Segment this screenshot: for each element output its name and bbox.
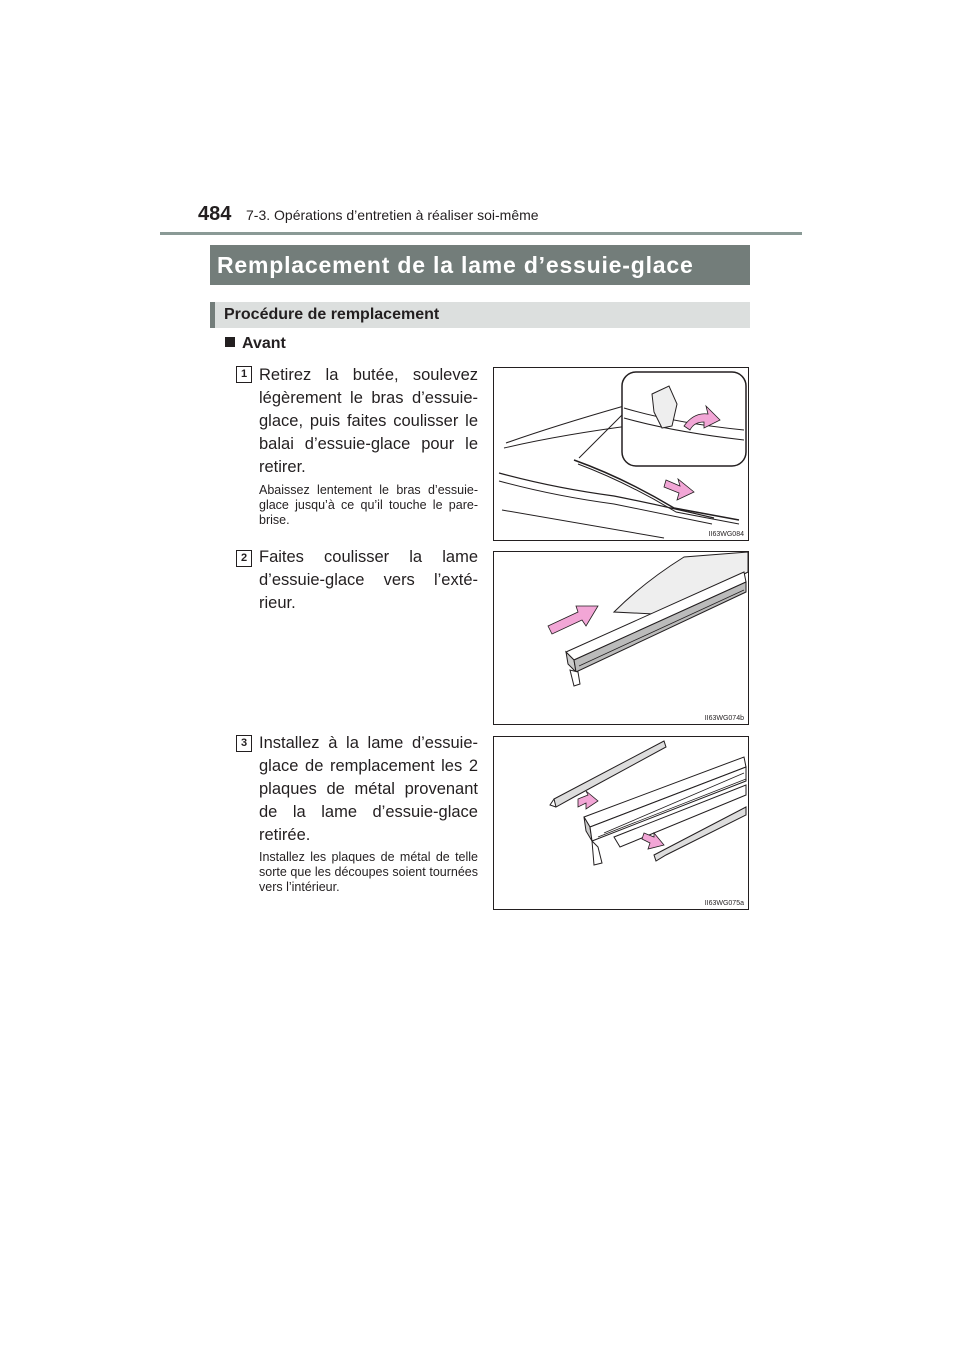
bullet-label: Avant: [242, 335, 286, 352]
page-number: 484: [198, 203, 232, 225]
procedure-subtitle: Procédure de remplacement: [210, 302, 750, 328]
step-1-figure-code: II63WG084: [708, 531, 744, 538]
header-rule: [160, 232, 802, 235]
step-2-number: 2: [236, 550, 252, 567]
step-3-number: 3: [236, 735, 252, 752]
bullet-heading: [225, 335, 286, 353]
step-2-text: Faites coulisser la lame d’essuie-glace vers l’exté-rieur.: [259, 548, 478, 612]
metal-plates-illustration: [494, 737, 748, 909]
step-1-figure: [493, 367, 749, 541]
section-title: Remplacement de la lame d’essuie-glace: [210, 245, 750, 285]
step-1-number: 1: [236, 366, 252, 383]
step-3-figure-code: II63WG075a: [704, 900, 744, 907]
step-3-note: Installez les plaques de métal de telle sorte que les découpes soient tournées vers l’intérieur.: [259, 850, 478, 894]
wiper-arm-illustration: [494, 368, 748, 540]
step-3-text: Installez à la lame d’essuie-glace de remplacement les 2 plaques de métal provenant de la lame d’essuie-glace retirée.: [259, 734, 478, 844]
step-2-figure-code: II63WG074b: [704, 715, 744, 722]
wiper-blade-slide-illustration: [494, 552, 748, 724]
square-bullet-icon: [225, 337, 235, 347]
step-1-text: Retirez la butée, soulevez légèrement le bras d’essuie-glace, puis faites coulisser le balai d’essuie-glace pour le retirer.: [259, 366, 478, 476]
step-1-note: Abaissez lentement le bras d’essuie-glace jusqu’à ce qu’il touche le pare-brise.: [259, 483, 478, 527]
chapter-title: 7-3. Opérations d’entretien à réaliser soi-même: [246, 207, 539, 223]
step-2-figure: [493, 551, 749, 725]
step-3-figure: [493, 736, 749, 910]
